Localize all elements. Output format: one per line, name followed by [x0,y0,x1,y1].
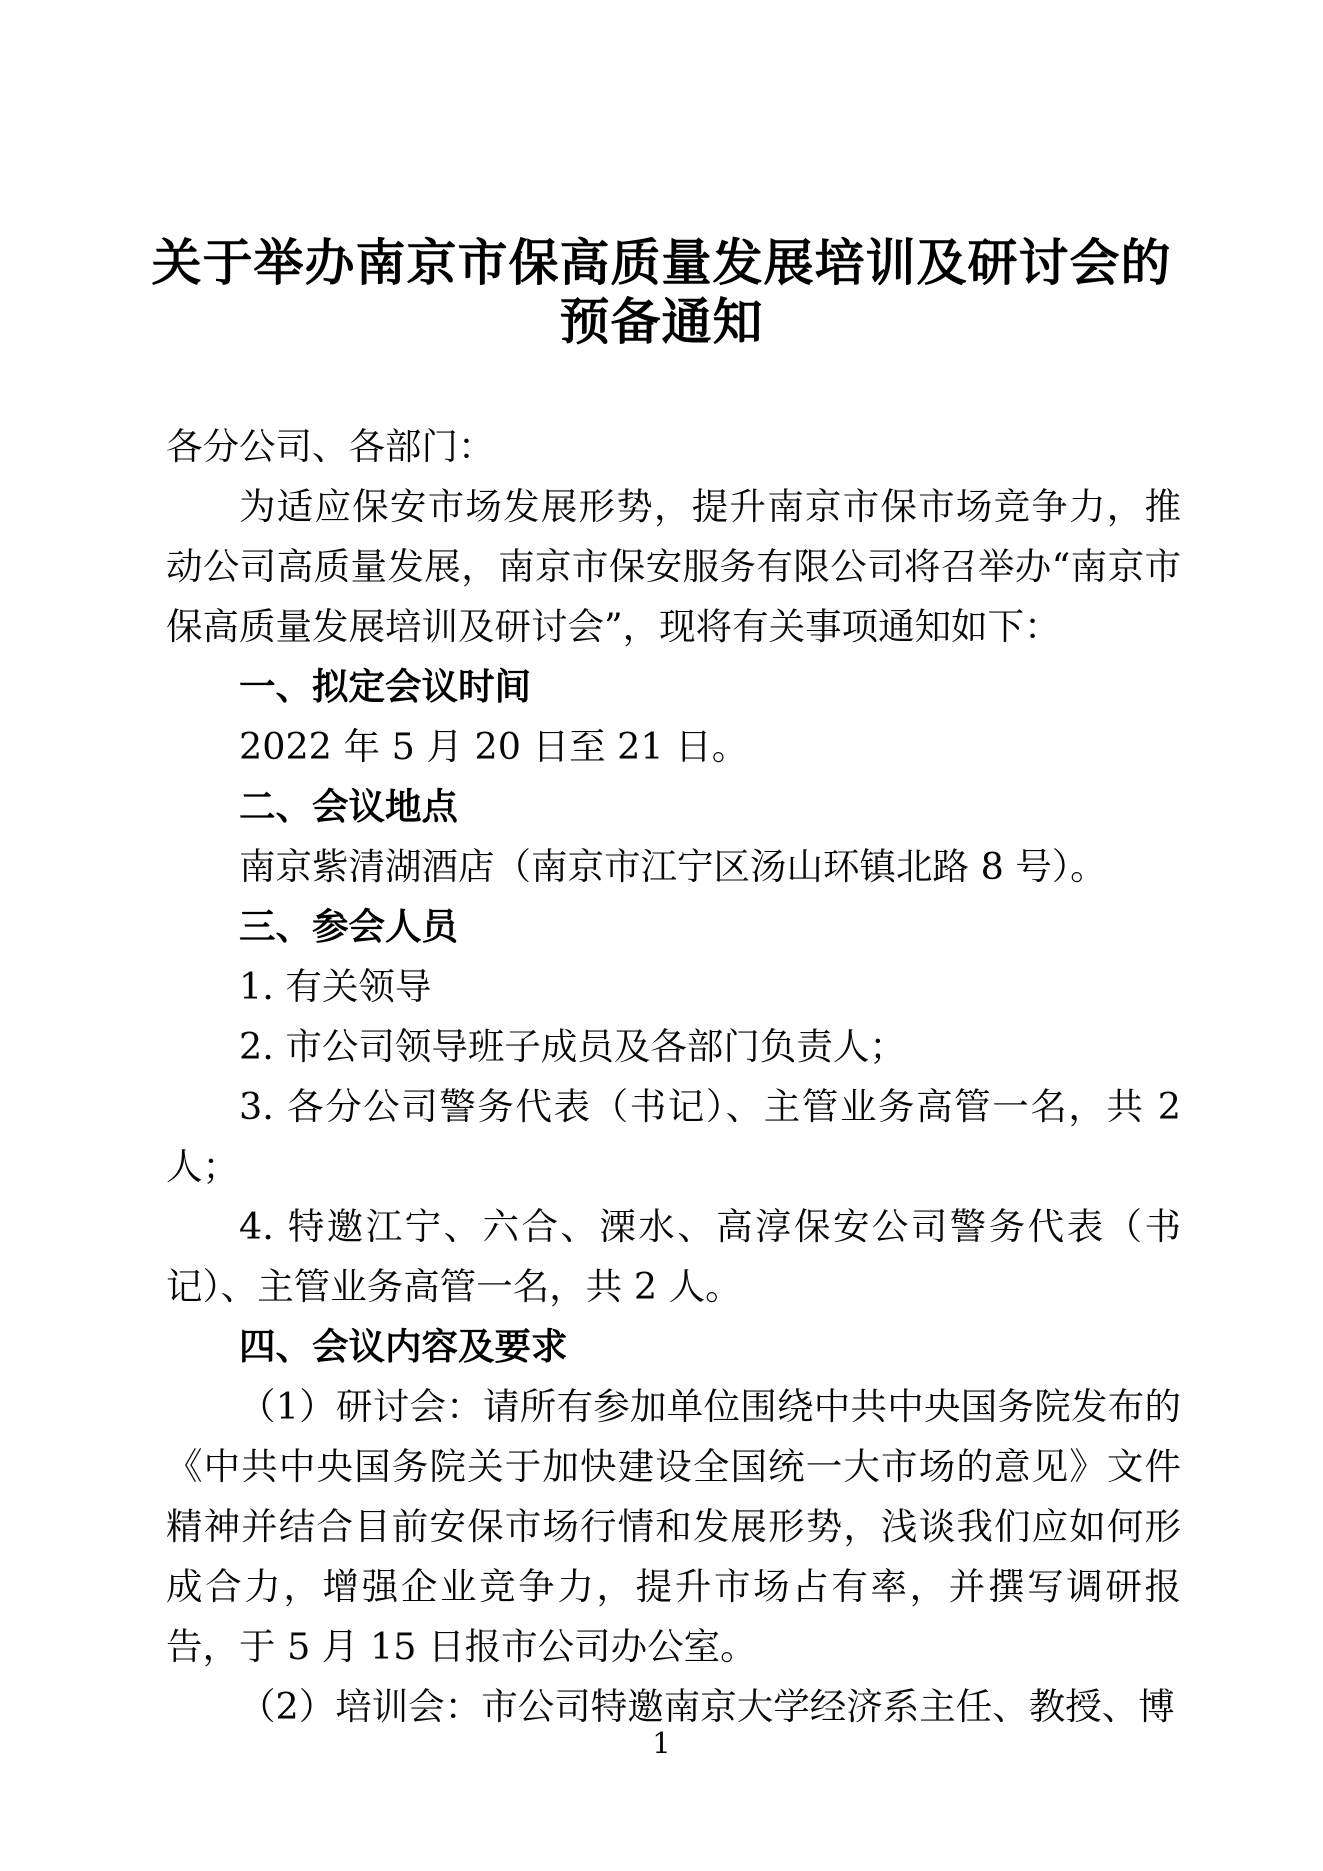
paragraph: 3. 各分公司警务代表（书记）、主管业务高管一名，共 2 人； [166,1085,1181,1188]
page-number: 1 [652,1726,671,1760]
paragraph: 2022 年 5 月 20 日至 21 日。 [239,725,749,768]
section-heading: 四、会议内容及要求 [239,1325,568,1368]
section-heading: 二、会议地点 [239,785,458,828]
title-line-1: 关于举办南京市保高质量发展培训及研讨会的 [151,233,1172,292]
document-title [60,233,1263,351]
document-body [166,417,1181,1737]
section-heading: 三、参会人员 [239,905,458,948]
paragraph: 4. 特邀江宁、六合、溧水、高淳保安公司警务代表（书记）、主管业务高管一名，共 2 人。 [166,1205,1181,1308]
paragraph: 为适应保安市场发展形势，提升南京市保市场竞争力，推动公司高质量发展，南京市保安服务有限公司将召举办“南京市保高质量发展培训及研讨会”，现将有关事项通知如下： [166,485,1181,648]
paragraph: 1. 有关领导 [239,965,432,1008]
paragraph: （1）研讨会：请所有参加单位围绕中共中央国务院发布的《中共中央国务院关于加快建设全国统一大市场的意见》文件精神并结合目前安保市场行情和发展形势，浅谈我们应如何形成合力，增强企业竞争力，提升市场占有率，并撰写调研报告，于 5 月 15 日报市公司办公室。 [166,1385,1181,1668]
paragraph: 南京紫清湖酒店（南京市江宁区汤山环镇北路 8 号）。 [239,845,1107,888]
paragraph: 2. 市公司领导班子成员及各部门负责人； [239,1025,906,1068]
paragraph: （2）培训会：市公司特邀南京大学经济系主任、教授、博 [239,1685,1175,1728]
title-line-2: 预备通知 [559,292,764,351]
paragraph: 各分公司、各部门： [166,425,495,468]
section-heading: 一、拟定会议时间 [239,665,531,708]
